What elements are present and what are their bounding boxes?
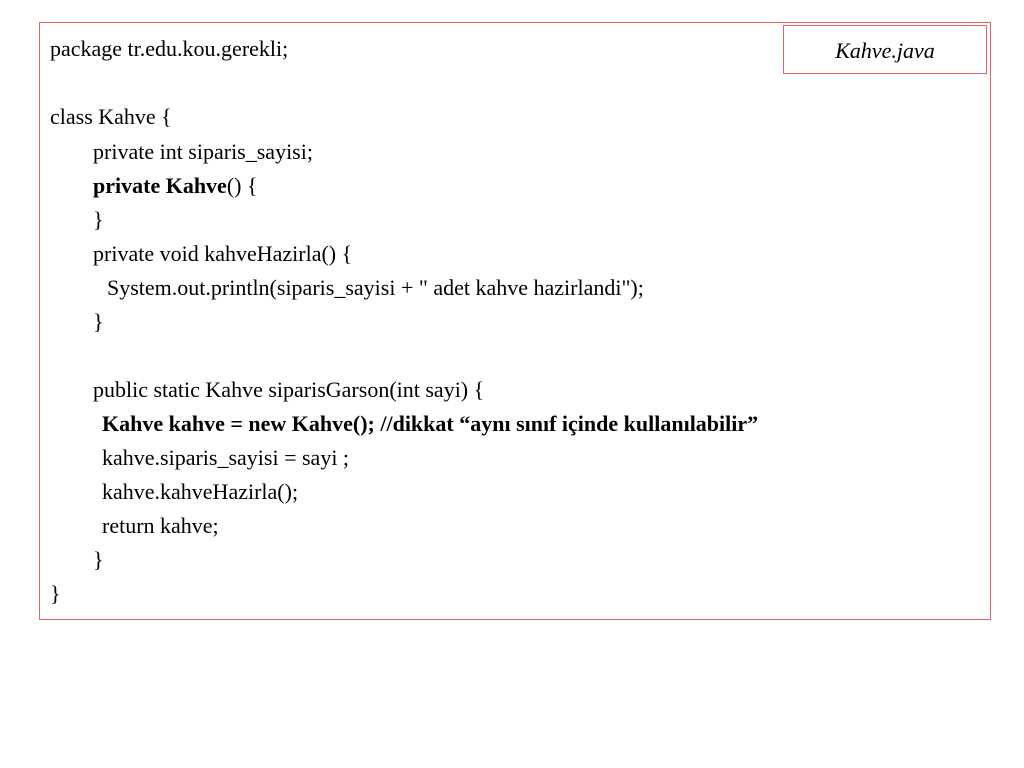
code-line-call-prepare: kahve.kahveHazirla(); xyxy=(102,479,299,504)
code-line-class-close: } xyxy=(50,581,61,606)
code-line-static-method-decl: public static Kahve siparisGarson(int sayi) { xyxy=(93,377,485,402)
code-line-println: System.out.println(siparis_sayisi + " adet kahve hazirlandi"); xyxy=(107,275,644,300)
code-line-field: private int siparis_sayisi; xyxy=(93,139,313,164)
code-line-method-close: } xyxy=(93,309,104,334)
code-line-static-method-close: } xyxy=(93,547,104,572)
code-line-method-decl: private void kahveHazirla() { xyxy=(93,241,353,266)
code-line-new-instance: Kahve kahve = new Kahve(); //dikkat “aynı sınıf içinde kullanılabilir” xyxy=(102,411,759,436)
constructor-bold-text: private Kahve xyxy=(93,173,227,198)
constructor-rest-text: () { xyxy=(226,173,258,198)
code-line-assign-count: kahve.siparis_sayisi = sayi ; xyxy=(102,445,350,470)
code-line-class-decl: class Kahve { xyxy=(50,104,172,129)
code-line-return: return kahve; xyxy=(102,513,219,538)
code-line-package: package tr.edu.kou.gerekli; xyxy=(50,36,289,61)
file-name-label: Kahve.java xyxy=(783,25,987,74)
code-line-private-constructor xyxy=(93,173,258,199)
code-line-constructor-close: } xyxy=(93,207,104,232)
